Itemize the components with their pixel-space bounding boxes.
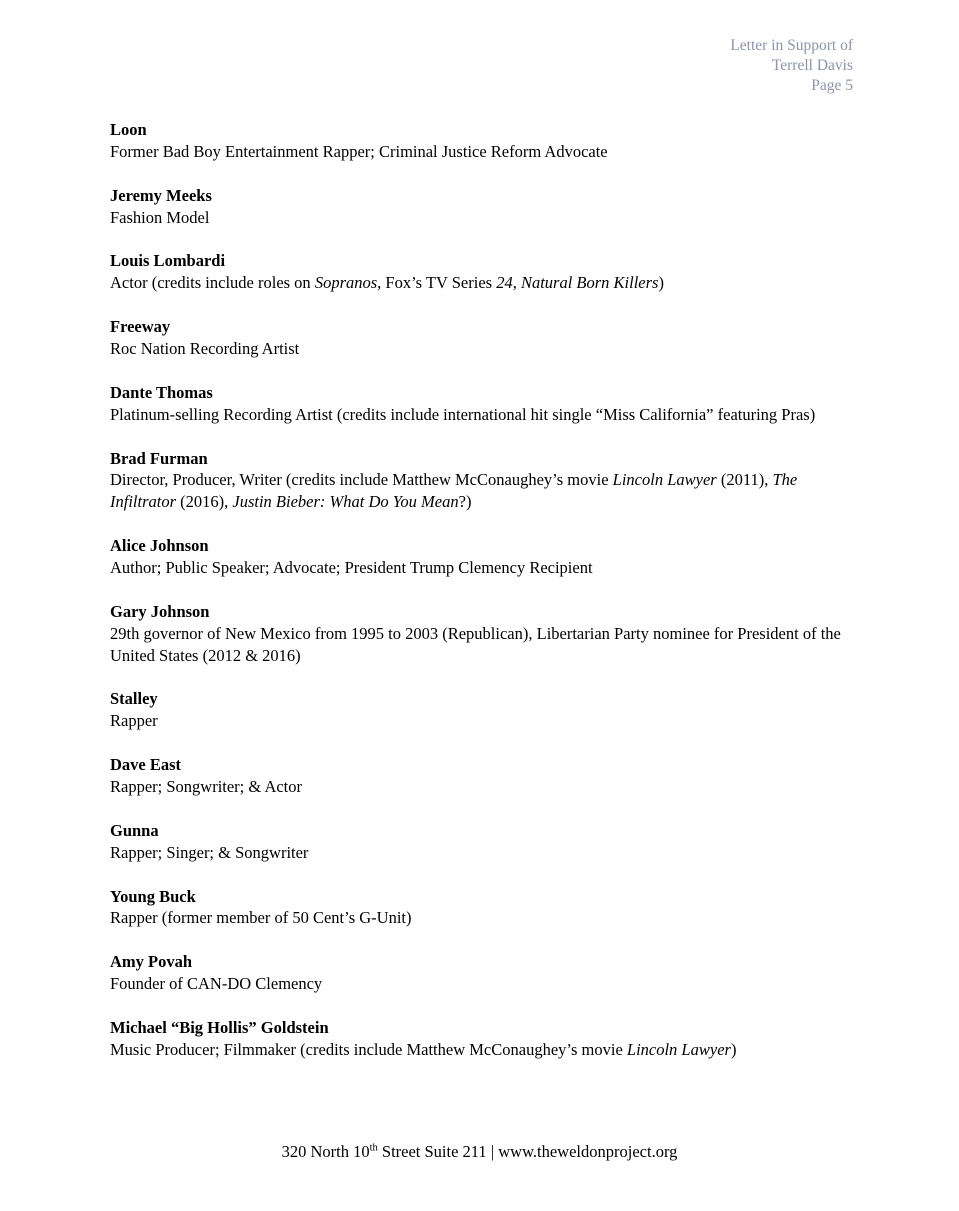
list-item	[110, 601, 858, 667]
signatory-description: Author; Public Speaker; Advocate; President Trump Clemency Recipient	[110, 558, 593, 578]
signatory-name: Brad Furman	[110, 448, 208, 468]
signatory-description: 29th governor of New Mexico from 1995 to 2003 (Republican), Libertarian Party nominee for President of the United States (2012 & 2016)	[110, 623, 841, 665]
list-item	[110, 448, 858, 514]
signatory-name: Freeway	[110, 317, 171, 337]
signatory-description: Founder of CAN-DO Clemency	[110, 974, 323, 994]
signatory-name: Amy Povah	[110, 952, 193, 972]
signatory-description: Rapper; Songwriter; & Actor	[110, 777, 303, 797]
signatory-description: Director, Producer, Writer (credits include Matthew McConaughey’s movie Lincoln Lawyer (2011), The Infiltrator (2016), Justin Bieber: What Do You Mean?)	[110, 470, 798, 512]
list-item	[110, 820, 858, 864]
signatory-description: Actor (credits include roles on Sopranos, Fox’s TV Series 24, Natural Born Killers)	[110, 273, 664, 293]
list-item	[110, 951, 858, 995]
signatory-name: Gunna	[110, 820, 159, 840]
signatory-description: Roc Nation Recording Artist	[110, 339, 300, 359]
list-item	[110, 886, 858, 930]
signatory-name: Alice Johnson	[110, 536, 209, 556]
signatory-name: Young Buck	[110, 886, 196, 906]
list-item	[110, 250, 858, 294]
signatory-name: Stalley	[110, 689, 158, 709]
signatory-description: Music Producer; Filmmaker (credits include Matthew McConaughey’s movie Lincoln Lawyer)	[110, 1039, 737, 1059]
list-item	[110, 119, 858, 163]
signatory-description: Rapper; Singer; & Songwriter	[110, 842, 309, 862]
list-item	[110, 754, 858, 798]
signatory-name: Dante Thomas	[110, 382, 213, 402]
page-header	[730, 36, 853, 96]
list-item	[110, 382, 858, 426]
signatory-list	[110, 119, 858, 1061]
header-line-page-number: Page 5	[811, 77, 853, 94]
list-item	[110, 185, 858, 229]
signatory-description: Rapper (former member of 50 Cent’s G-Unit)	[110, 908, 412, 928]
signatory-name: Dave East	[110, 755, 182, 775]
signatory-name: Gary Johnson	[110, 601, 210, 621]
page-footer: 320 North 10th Street Suite 211 | www.theweldonproject.org	[281, 1142, 678, 1161]
header-line-title: Letter in Support of	[730, 37, 853, 54]
signatory-description: Rapper	[110, 711, 158, 731]
signatory-description: Former Bad Boy Entertainment Rapper; Criminal Justice Reform Advocate	[110, 141, 608, 161]
signatory-name: Louis Lombardi	[110, 251, 226, 271]
header-line-subject: Terrell Davis	[771, 57, 853, 74]
signatory-name: Loon	[110, 120, 147, 139]
list-item	[110, 1017, 858, 1061]
list-item	[110, 688, 858, 732]
signatory-description: Fashion Model	[110, 207, 210, 227]
signatory-description: Platinum-selling Recording Artist (credits include international hit single “Miss California” featuring Pras)	[110, 404, 816, 424]
signatory-name: Jeremy Meeks	[110, 185, 212, 205]
list-item	[110, 316, 858, 360]
list-item	[110, 535, 858, 579]
signatory-name: Michael “Big Hollis” Goldstein	[110, 1017, 329, 1037]
